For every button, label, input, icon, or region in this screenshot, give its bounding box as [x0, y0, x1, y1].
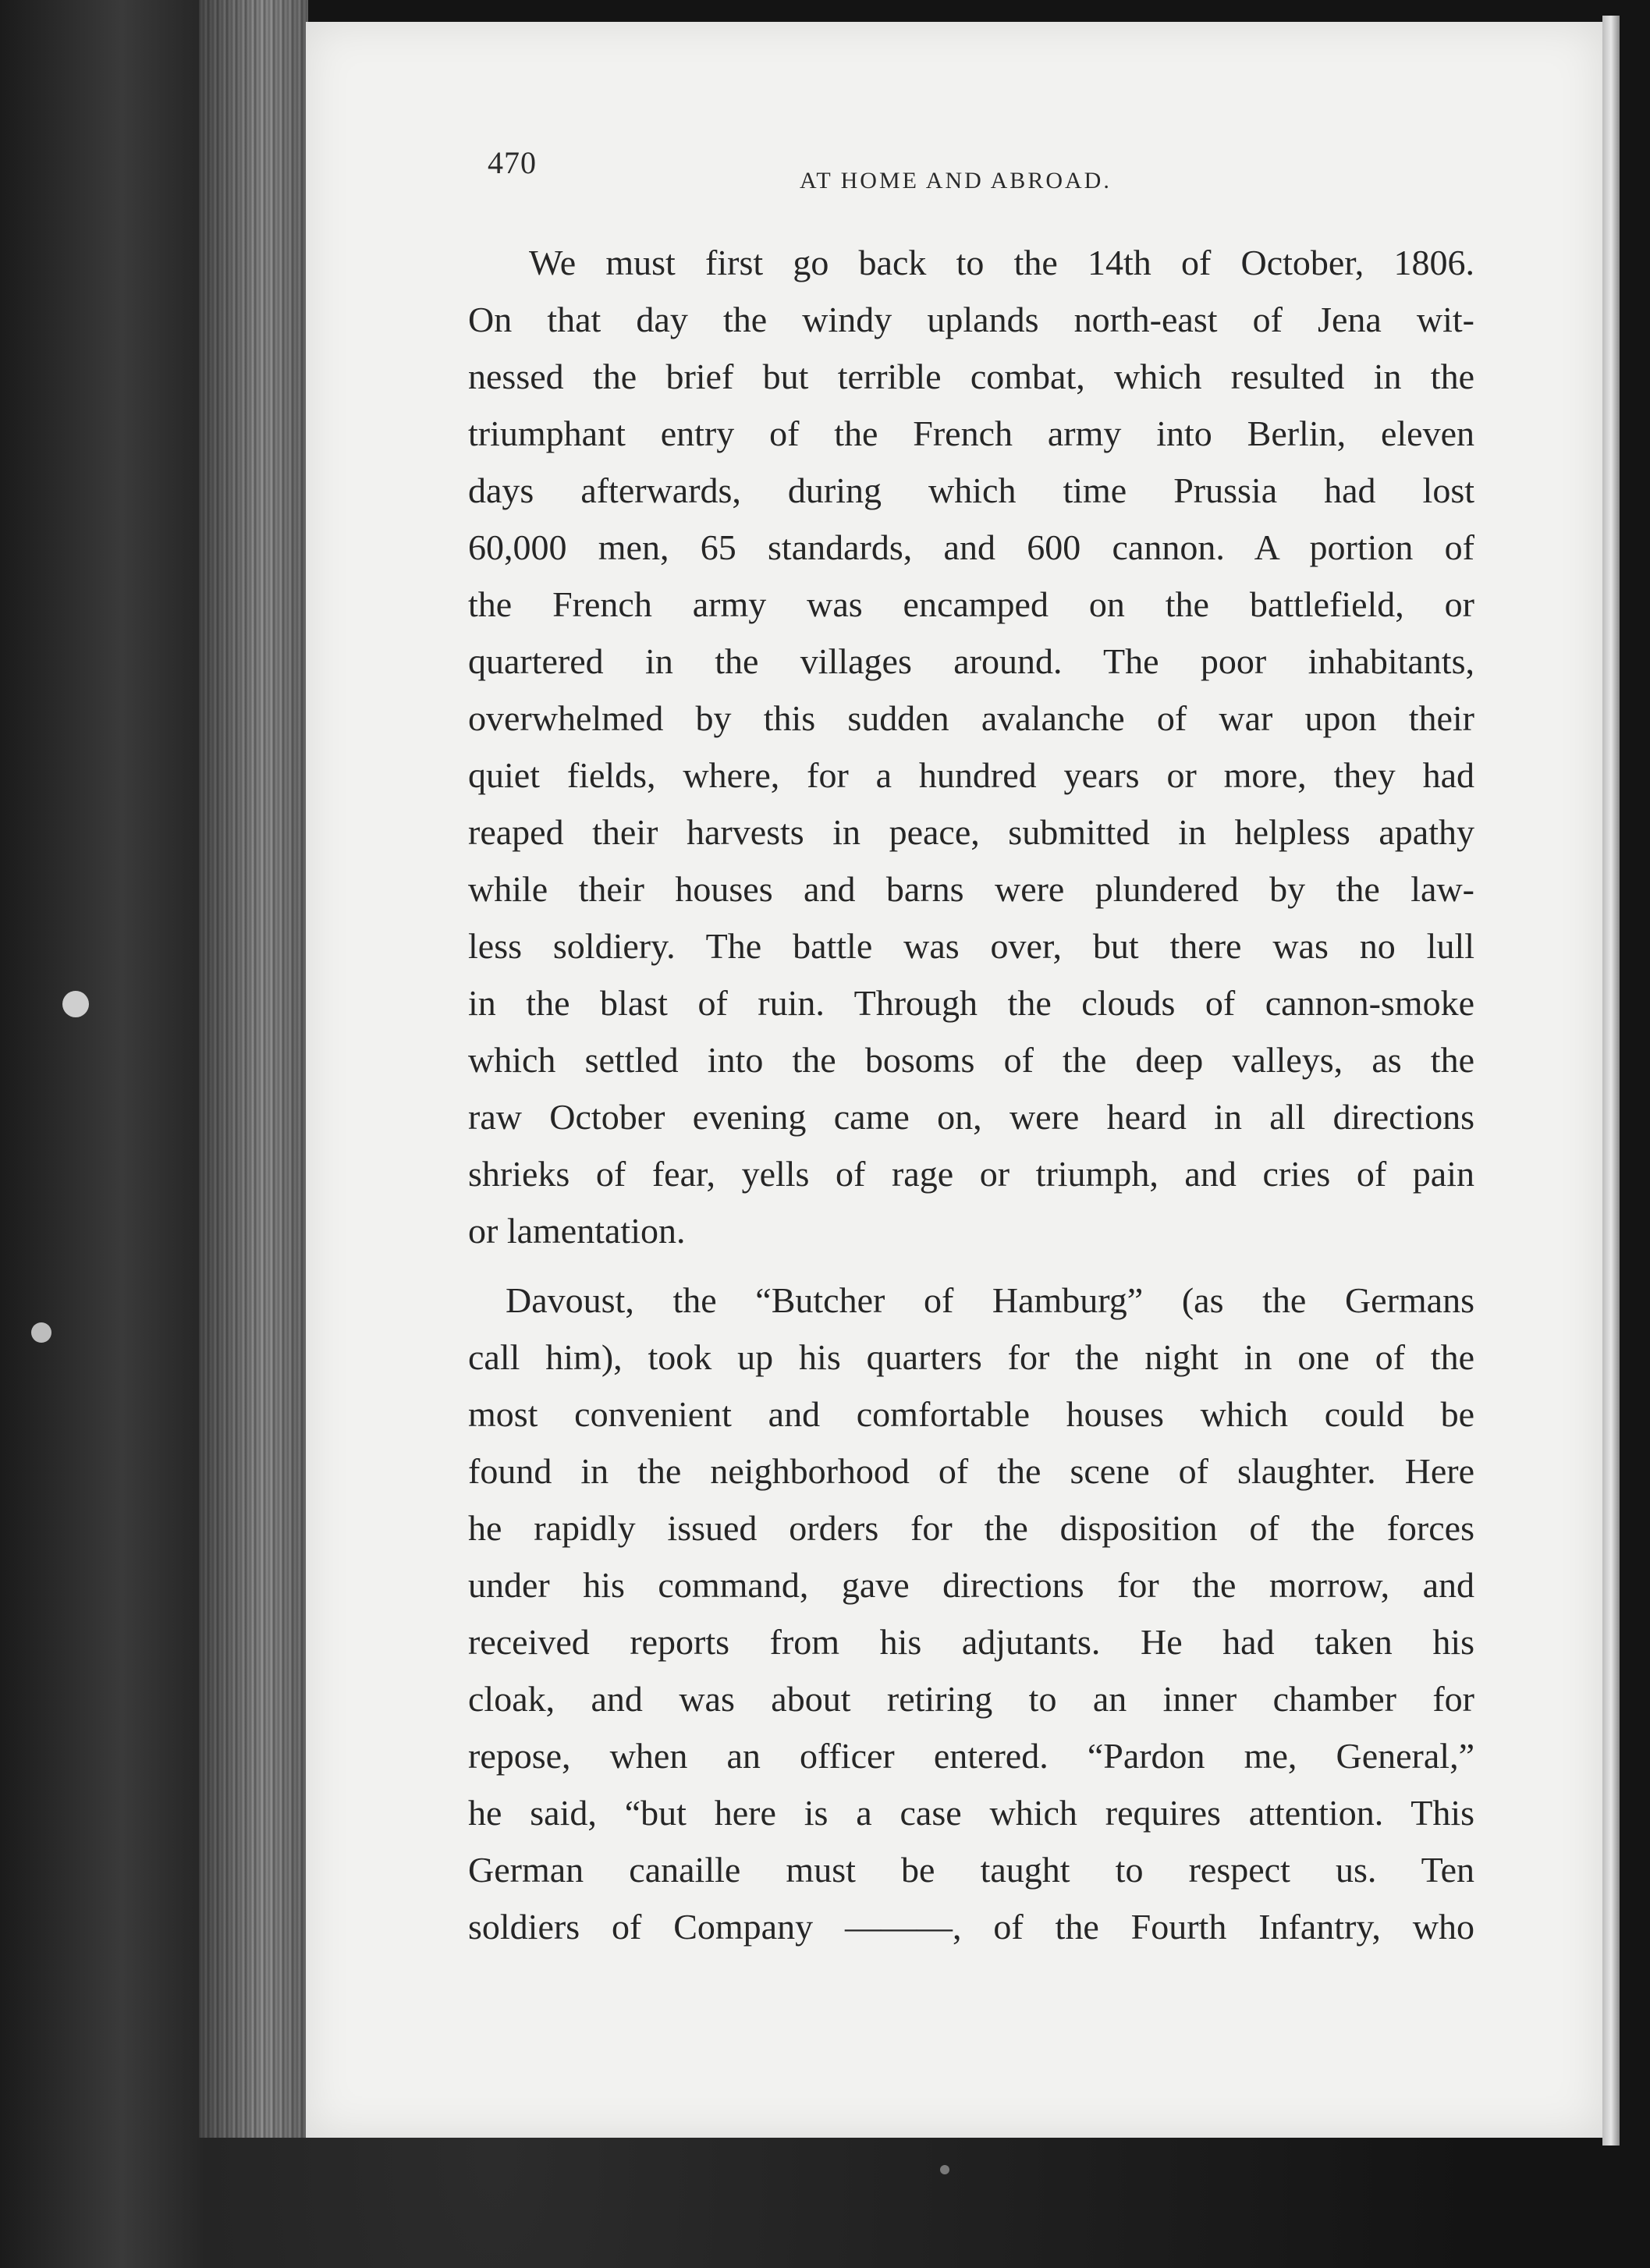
text-line: On that day the windy uplands north-east of Jena wit-	[468, 300, 1474, 339]
text-line: quartered in the villages around. The poor inhabitants,	[468, 641, 1474, 681]
text-line: or lamentation.	[468, 1211, 686, 1251]
text-line: under his command, gave directions for the morrow, and	[468, 1565, 1474, 1605]
scan-speck	[62, 991, 89, 1017]
text-line: soldiers of Company ———, of the Fourth Infantry, who	[468, 1907, 1474, 1947]
text-line: less soldiery. The battle was over, but there was no lull	[468, 926, 1474, 966]
text-line: triumphant entry of the French army into Berlin, eleven	[468, 413, 1474, 453]
text-line: in the blast of ruin. Through the clouds of cannon-smoke	[468, 983, 1474, 1023]
text-line: quiet fields, where, for a hundred years or more, they had	[468, 755, 1474, 795]
paragraph-2	[468, 1272, 1474, 1955]
text-line: received reports from his adjutants. He had taken his	[468, 1622, 1474, 1662]
text-line: overwhelmed by this sudden avalanche of war upon their	[468, 698, 1474, 738]
body-text	[468, 234, 1474, 1955]
paragraph-gap	[468, 1259, 1474, 1272]
book-spine-shadow	[0, 0, 203, 2268]
text-line: found in the neighborhood of the scene of slaughter. Here	[468, 1451, 1474, 1491]
scan-speck	[31, 1322, 51, 1343]
text-line: 60,000 men, 65 standards, and 600 cannon. A portion of	[468, 527, 1474, 567]
paragraph-1	[468, 234, 1474, 1259]
text-line: We must first go back to the 14th of October, 1806.	[529, 243, 1474, 282]
text-line: most convenient and comfortable houses which could be	[468, 1394, 1474, 1434]
text-line: he said, “but here is a case which requires attention. This	[468, 1793, 1474, 1833]
text-line: raw October evening came on, were heard in all directions	[468, 1097, 1474, 1137]
text-line: Davoust, the “Butcher of Hamburg” (as the Germans	[506, 1280, 1474, 1320]
text-line: nessed the brief but terrible combat, which resulted in the	[468, 357, 1474, 396]
scan-speck	[940, 2165, 949, 2174]
text-line: the French army was encamped on the battlefield, or	[468, 584, 1474, 624]
text-line: he rapidly issued orders for the disposition of the forces	[468, 1508, 1474, 1548]
text-line: days afterwards, during which time Prussia had lost	[468, 470, 1474, 510]
page-number: 470	[488, 145, 537, 180]
text-line: reaped their harvests in peace, submitted in helpless apathy	[468, 812, 1474, 852]
text-line: while their houses and barns were plundered by the law-	[468, 869, 1474, 909]
text-line: German canaille must be taught to respect us. Ten	[468, 1850, 1474, 1890]
page-edges-shading	[199, 0, 308, 2138]
text-line: shrieks of fear, yells of rage or triumph, and cries of pain	[468, 1154, 1474, 1194]
page-right-edge	[1602, 16, 1620, 2146]
text-line: repose, when an officer entered. “Pardon me, General,”	[468, 1736, 1474, 1776]
text-line: cloak, and was about retiring to an inner chamber for	[468, 1679, 1474, 1719]
running-head: AT HOME AND ABROAD.	[800, 168, 1112, 193]
text-line: which settled into the bosoms of the deep valleys, as the	[468, 1040, 1474, 1080]
text-line: call him), took up his quarters for the night in one of the	[468, 1337, 1474, 1377]
